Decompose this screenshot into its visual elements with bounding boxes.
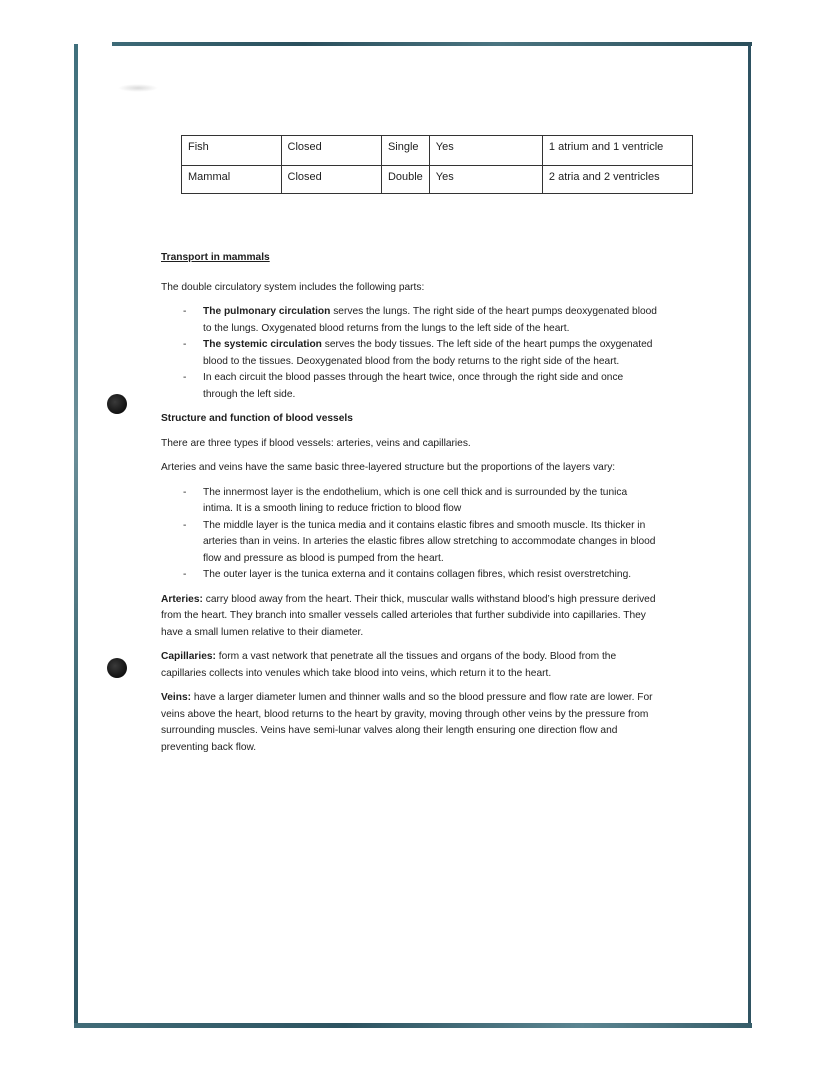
punch-hole-icon	[107, 394, 127, 414]
table-row	[182, 136, 693, 166]
table-cell: Closed	[281, 166, 381, 194]
table-cell: 1 atrium and 1 ventricle	[542, 136, 692, 166]
arteries-paragraph: Arteries: carry blood away from the heart. Their thick, muscular walls withstand blood’s high pressure derived from the heart. They branch into smaller vessels called arterioles that further subdivide into capillaries. They have a small lumen relative to their diameter.	[161, 593, 656, 638]
transport-list	[161, 304, 657, 403]
list-item: - The middle layer is the tunica media and it contains elastic fibres and smooth muscle. Its thicker in arteries than in veins. In arteries the elastic fibres allow stretching to accommodate changes in blood flow and pressure as blood is pumped from the heart.	[203, 518, 657, 568]
document-body	[161, 250, 657, 764]
punch-hole-icon	[107, 658, 127, 678]
table-cell: Yes	[429, 166, 542, 194]
transport-intro: The double circulatory system includes the following parts:	[161, 281, 425, 293]
vessels-types: There are three types if blood vessels: arteries, veins and capillaries.	[161, 437, 471, 449]
vessels-heading: Structure and function of blood vessels	[161, 413, 353, 424]
circulation-table	[181, 135, 693, 194]
vessels-structure: Arteries and veins have the same basic three-layered structure but the proportions of the layers vary:	[161, 462, 616, 473]
table-cell: Double	[381, 166, 429, 194]
paper-edge-bottom	[74, 1023, 752, 1028]
layers-list	[161, 485, 657, 584]
list-item: - The outer layer is the tunica externa and it contains collagen fibres, which resist overstretching.	[203, 567, 657, 584]
table-cell: Closed	[281, 136, 381, 166]
list-item: - In each circuit the blood passes through the heart twice, once through the right side and once through the left side.	[203, 370, 657, 403]
table-cell: 2 atria and 2 ventricles	[542, 166, 692, 194]
list-item: - The innermost layer is the endothelium, which is one cell thick and is surrounded by the tunica intima. It is a smooth lining to reduce friction to blood flow	[203, 485, 657, 518]
list-item: - The pulmonary circulation serves the lungs. The right side of the heart pumps deoxygenated blood to the lungs. Oxygenated blood returns from the lungs to the left side of the heart.	[203, 304, 657, 337]
table-row	[182, 166, 693, 194]
smudge-mark	[118, 84, 158, 92]
transport-heading: Transport in mammals	[161, 252, 270, 263]
veins-paragraph: Veins: have a larger diameter lumen and thinner walls and so the blood pressure and flow rate are lower. For veins above the heart, blood returns to the heart by gravity, moving through other veins by the pressure from surrounding muscles. Veins have semi-lunar valves along their length ensuring one direction flow and preventing back flow.	[161, 692, 653, 753]
table-cell: Mammal	[182, 166, 282, 194]
capillaries-paragraph: Capillaries: form a vast network that penetrate all the tissues and organs of the body. Blood from the capillaries collects into venules which take blood into veins, which return it to the heart.	[161, 651, 617, 679]
paper-edge-top	[112, 42, 752, 46]
paper-edge-left	[74, 44, 78, 1028]
table-cell: Single	[381, 136, 429, 166]
paper-edge-right	[748, 44, 751, 1026]
table-cell: Yes	[429, 136, 542, 166]
table-cell: Fish	[182, 136, 282, 166]
list-item: - The systemic circulation serves the body tissues. The left side of the heart pumps the oxygenated blood to the tissues. Deoxygenated blood from the body returns to the right side of the heart.	[203, 337, 657, 370]
